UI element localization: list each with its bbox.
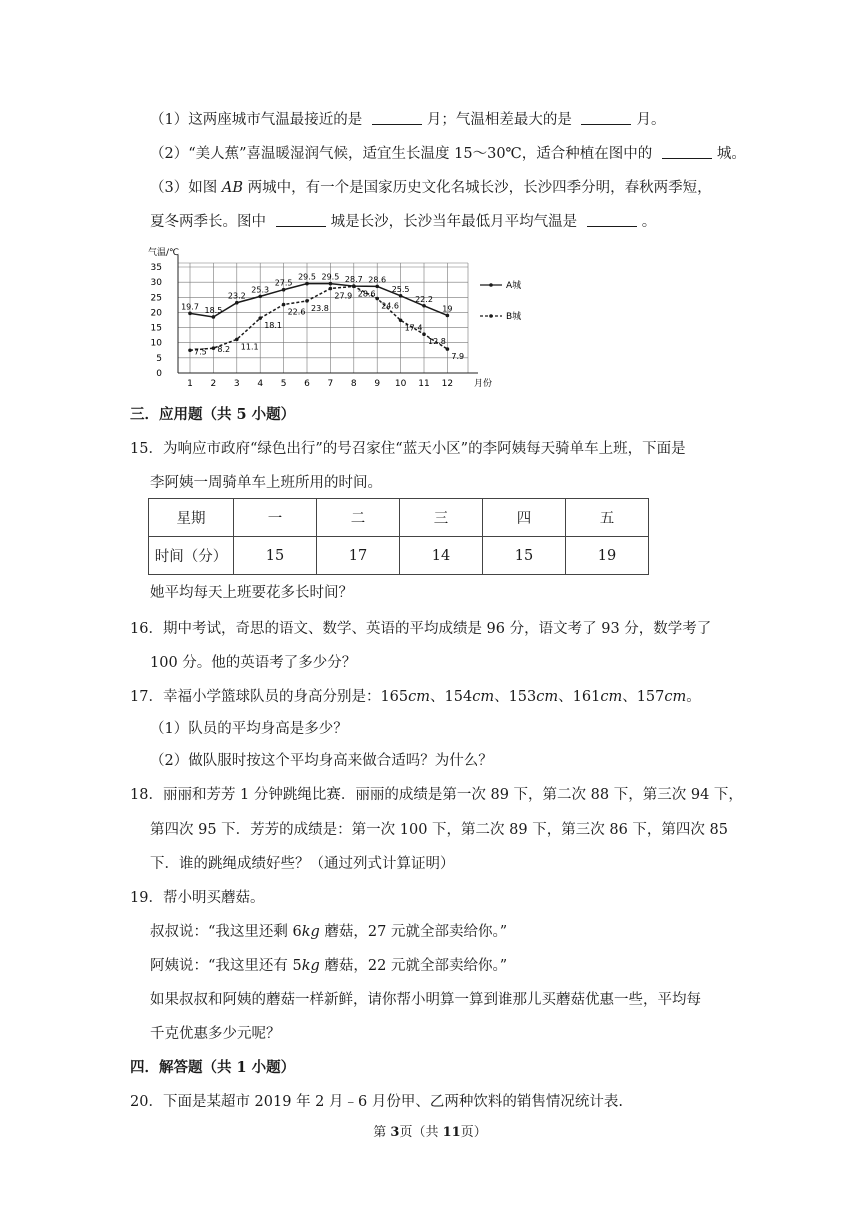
legend-marker <box>489 283 493 287</box>
data-label: 29.5 <box>298 272 316 282</box>
data-point <box>235 301 239 305</box>
answer-blank[interactable] <box>587 212 637 227</box>
q14-part2: （2）“美人蕉”喜温暖湿润气候，适宜生长温度 15～30℃，适合种植在图中的 城。 <box>150 146 746 162</box>
data-label: 19 <box>442 304 453 314</box>
legend-label: A城 <box>506 281 522 291</box>
table-cell: 15 <box>483 537 566 575</box>
data-label: 17.4 <box>404 323 423 333</box>
x-tick-label: 2 <box>210 379 217 389</box>
x-tick-label: 3 <box>233 379 240 389</box>
data-label: 23.2 <box>227 291 246 301</box>
x-axis-label: 月份 <box>474 379 493 389</box>
data-point <box>375 285 379 289</box>
data-point <box>329 282 333 286</box>
y-tick-label: 5 <box>156 353 162 364</box>
q17-text: 17．幸福小学篮球队员的身高分别是：165cm、154cm、153cm、161cm、157cm。 <box>130 689 701 705</box>
y-tick-label: 0 <box>156 369 162 379</box>
data-label: 28.7 <box>344 275 363 285</box>
x-tick-label: 4 <box>257 379 264 389</box>
q18-text-line2: 第四次 95 下．芳芳的成绩是：第一次 100 下，第二次 89 下，第三次 86 下，第四次 85 <box>150 822 728 838</box>
table-cell: 二 <box>317 499 400 537</box>
data-point <box>422 332 426 336</box>
section-4-heading: 四．解答题（共 1 小题） <box>130 1059 296 1076</box>
y-tick-label: 30 <box>150 278 162 289</box>
data-point <box>399 319 403 323</box>
answer-blank[interactable] <box>276 212 326 227</box>
data-point <box>282 288 286 292</box>
table-cell: 时间（分） <box>149 537 234 575</box>
table-cell: 15 <box>234 537 317 575</box>
q15-text-line1: 15．为响应市政府“绿色出行”的号召家住“蓝天小区”的李阿姨每天骑单车上班，下面是 <box>130 441 686 457</box>
data-point <box>188 312 192 316</box>
x-tick-label: 9 <box>374 379 381 389</box>
data-label: 28.6 <box>357 289 376 299</box>
q19-uncle-says: 叔叔说：“我这里还剩 6kg 蘑菇，27 元就全部卖给你。” <box>150 924 508 940</box>
q17-part1: （1）队员的平均身高是多少？ <box>150 721 348 737</box>
x-tick-label: 8 <box>350 379 357 389</box>
data-label: 18.5 <box>204 305 223 315</box>
data-point <box>446 347 450 351</box>
q14-part3-line2: 夏冬两季长。图中 城是长沙，长沙当年最低月平均气温是 。 <box>150 214 657 230</box>
q14-part1: （1）这两座城市气温最接近的是 月；气温相差最大的是 月。 <box>150 112 666 128</box>
data-point <box>329 287 333 291</box>
table-cell: 星期 <box>149 499 234 537</box>
x-tick-label: 5 <box>280 379 287 389</box>
data-point <box>212 346 216 350</box>
answer-blank[interactable] <box>662 144 712 159</box>
table-header-row <box>149 499 649 537</box>
data-label: 28.6 <box>368 275 387 285</box>
x-tick-label: 12 <box>441 379 454 389</box>
x-tick-label: 1 <box>187 379 193 389</box>
x-tick-label: 7 <box>327 379 334 389</box>
data-label: 12.8 <box>428 337 446 347</box>
q16-text-line2: 100 分。他的英语考了多少分？ <box>150 655 357 671</box>
q19-text-line5: 千克优惠多少元呢？ <box>150 1026 281 1042</box>
table-cell: 五 <box>566 499 649 537</box>
data-point <box>305 282 309 286</box>
q19-aunt-says: 阿姨说：“我这里还有 5kg 蘑菇，22 元就全部卖给你。” <box>150 958 508 974</box>
table-cell: 三 <box>400 499 483 537</box>
data-point <box>375 297 379 301</box>
table-cell: 14 <box>400 537 483 575</box>
q19-title: 19．帮小明买蘑菇。 <box>130 890 265 906</box>
data-label: 19.7 <box>181 302 199 312</box>
data-point <box>258 316 262 320</box>
temperature-line-chart <box>140 243 540 393</box>
q18-text-line1: 18．丽丽和芳芳 1 分钟跳绳比赛．丽丽的成绩是第一次 89 下，第二次 88 下，第三次 94 下， <box>130 787 743 803</box>
data-point <box>188 348 192 352</box>
q16-text-line1: 16．期中考试，奇思的语文、数学、英语的平均成绩是 96 分，语文考了 93 分，数学考了 <box>130 621 712 637</box>
data-point <box>282 303 286 307</box>
y-tick-label: 25 <box>150 293 162 304</box>
commute-time-table <box>148 498 649 575</box>
q15-text-line2: 李阿姨一周骑单车上班所用的时间。 <box>150 475 382 491</box>
y-tick-label: 20 <box>150 308 162 319</box>
answer-blank[interactable] <box>581 110 631 125</box>
data-label: 7.5 <box>194 347 207 357</box>
legend-marker <box>489 314 493 318</box>
x-tick-label: 6 <box>304 379 310 389</box>
data-label: 24.6 <box>381 301 400 311</box>
data-point <box>235 338 239 342</box>
data-label: 7.9 <box>451 352 465 362</box>
y-tick-label: 10 <box>150 338 162 349</box>
table-cell: 19 <box>566 537 649 575</box>
data-label: 27.9 <box>334 291 353 301</box>
table-row <box>149 537 649 575</box>
data-point <box>399 294 403 298</box>
q19-text-line4: 如果叔叔和阿姨的蘑菇一样新鲜，请你帮小明算一算到谁那儿买蘑菇优惠一些，平均每 <box>150 992 701 1008</box>
table-cell: 一 <box>234 499 317 537</box>
data-label: 27.5 <box>274 278 293 288</box>
q20-text: 20．下面是某超市 2019 年 2 月﹣6 月份甲、乙两种饮料的销售情况统计表. <box>130 1094 623 1110</box>
y-tick-label: 15 <box>150 323 162 334</box>
y-axis-label: 气温/℃ <box>148 248 180 258</box>
data-point <box>305 299 309 303</box>
q15-question: 她平均每天上班要花多长时间？ <box>150 585 353 601</box>
page-footer: 第 3页（共 11页） <box>373 1125 487 1140</box>
data-label: 29.5 <box>321 272 340 282</box>
data-label: 22.2 <box>415 294 433 304</box>
legend-label: B城 <box>506 312 522 322</box>
data-label: 25.5 <box>391 284 410 294</box>
data-label: 25.3 <box>251 285 270 295</box>
data-label: 8.2 <box>217 345 231 355</box>
x-tick-label: 11 <box>418 379 430 389</box>
section-3-heading: 三．应用题（共 5 小题） <box>130 406 296 423</box>
data-point <box>212 315 216 319</box>
table-cell: 17 <box>317 537 400 575</box>
data-label: 11.1 <box>240 342 259 352</box>
data-point <box>258 295 262 299</box>
answer-blank[interactable] <box>372 110 422 125</box>
data-label: 18.1 <box>264 321 283 331</box>
table-cell: 四 <box>483 499 566 537</box>
q17-part2: （2）做队服时按这个平均身高来做合适吗？为什么？ <box>150 753 493 769</box>
q14-part3: （3）如图 AB 两城中，有一个是国家历史文化名城长沙，长沙四季分明，春秋两季短， <box>150 180 712 196</box>
data-label: 22.6 <box>287 307 306 317</box>
data-point <box>446 314 450 318</box>
y-tick-label: 35 <box>150 263 162 273</box>
x-tick-label: 10 <box>394 379 407 389</box>
data-point <box>352 285 356 289</box>
q18-text-line3: 下．谁的跳绳成绩好些？（通过列式计算证明） <box>150 856 455 872</box>
data-point <box>422 304 426 308</box>
data-label: 23.8 <box>311 303 329 313</box>
